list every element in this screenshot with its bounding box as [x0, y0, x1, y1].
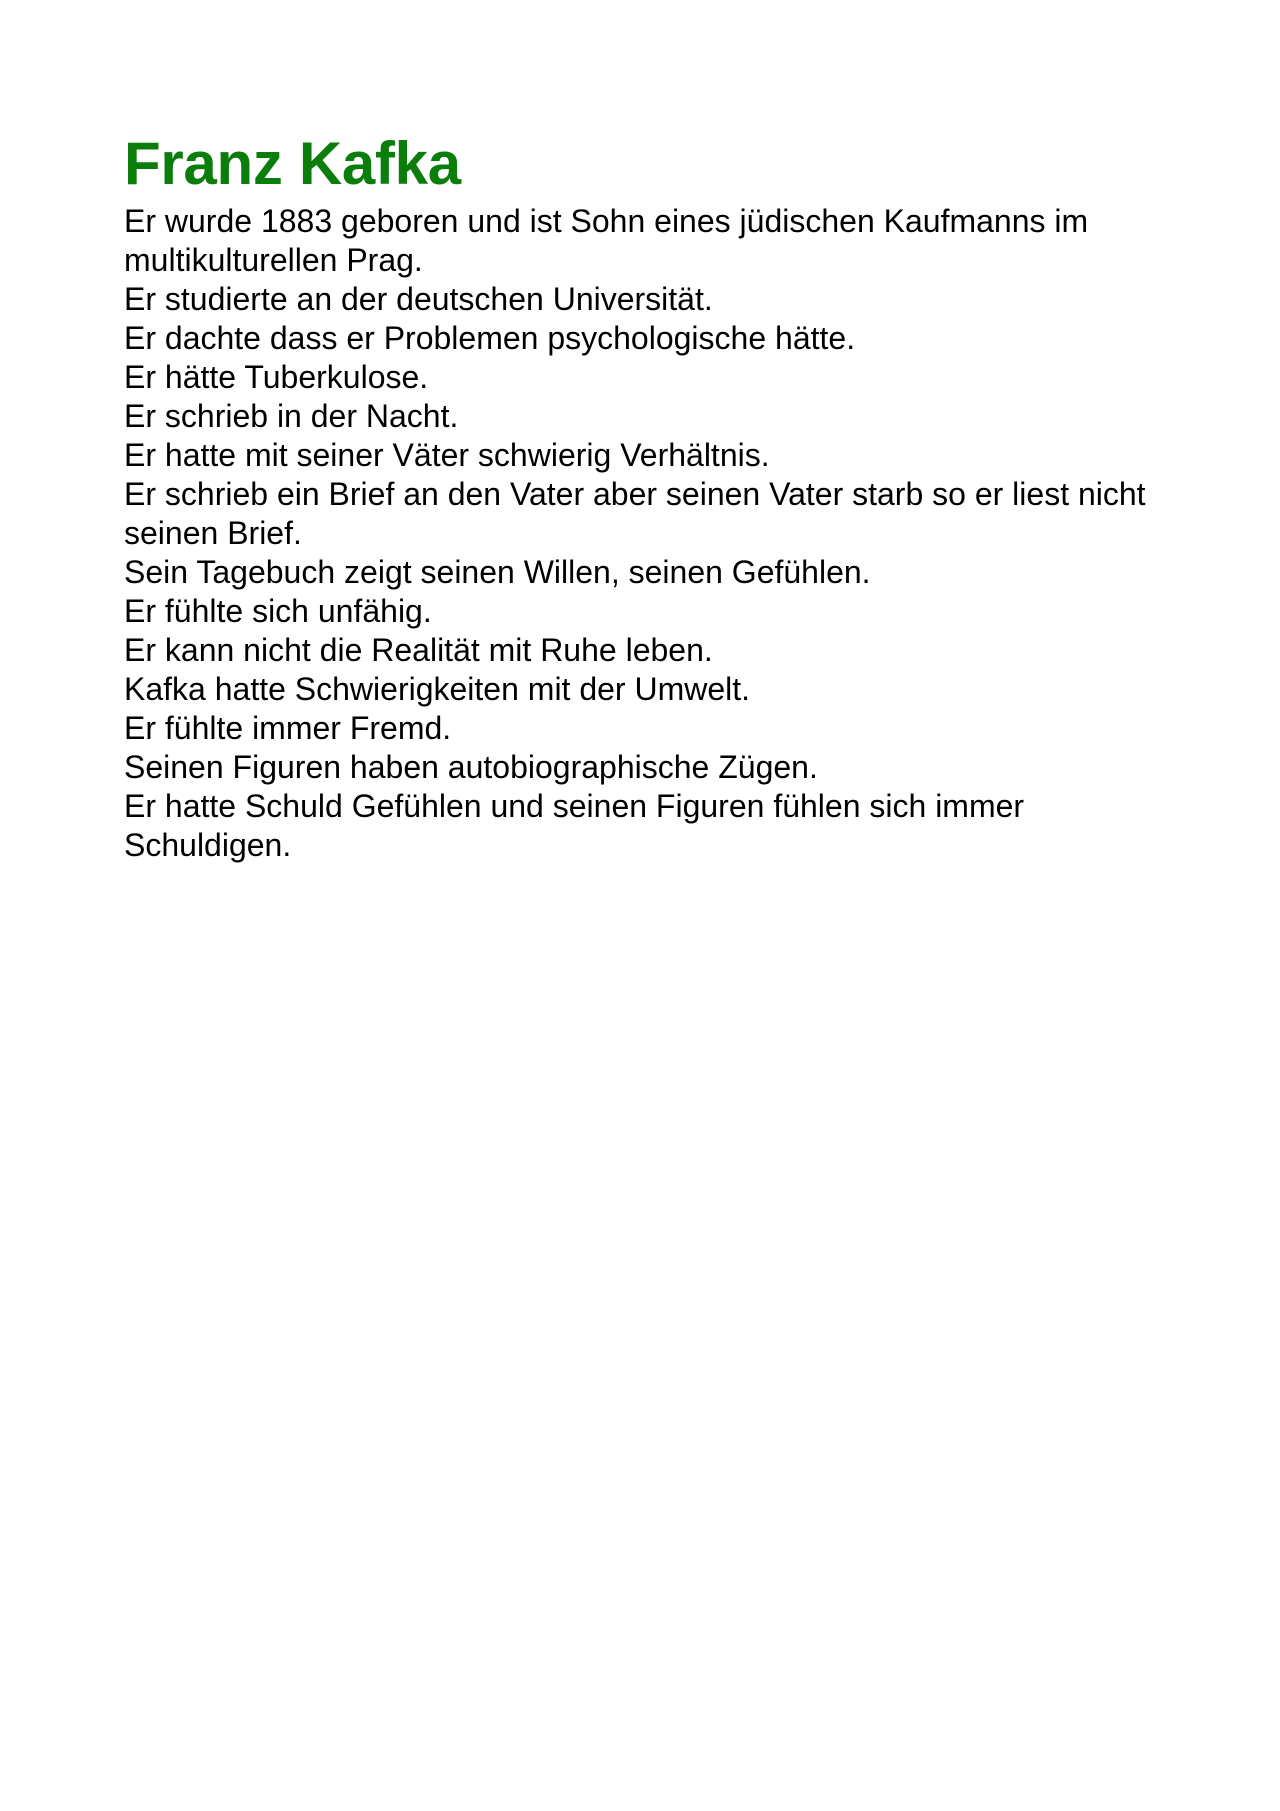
body-line: Er kann nicht die Realität mit Ruhe leben.: [124, 632, 713, 668]
body-line: Er fühlte sich unfähig.: [124, 593, 432, 629]
body-line: Er studierte an der deutschen Universität.: [124, 281, 713, 317]
body-line: Sein Tagebuch zeigt seinen Willen, seinen Gefühlen.: [124, 554, 871, 590]
body-line: Er hatte mit seiner Väter schwierig Verhältnis.: [124, 437, 770, 473]
body-line: Er wurde 1883 geboren und ist Sohn eines jüdischen Kaufmanns im multikulturellen Prag.: [124, 203, 1089, 278]
document-title: Franz Kafka: [124, 130, 461, 197]
body-line: Er fühlte immer Fremd.: [124, 710, 452, 746]
body-line: Er hatte Schuld Gefühlen und seinen Figuren fühlen sich immer Schuldigen.: [124, 788, 1025, 863]
body-line: Er hätte Tuberkulose.: [124, 359, 429, 395]
body-line: Er schrieb ein Brief an den Vater aber seinen Vater starb so er liest nicht seinen Brief.: [124, 476, 1146, 551]
body-line: Kafka hatte Schwierigkeiten mit der Umwelt.: [124, 671, 751, 707]
document-content: [124, 128, 1174, 865]
body-line: Er dachte dass er Problemen psychologische hätte.: [124, 320, 856, 356]
document-body: [124, 202, 1174, 865]
body-line: Er schrieb in der Nacht.: [124, 398, 459, 434]
body-line: Seinen Figuren haben autobiographische Zügen.: [124, 749, 818, 785]
